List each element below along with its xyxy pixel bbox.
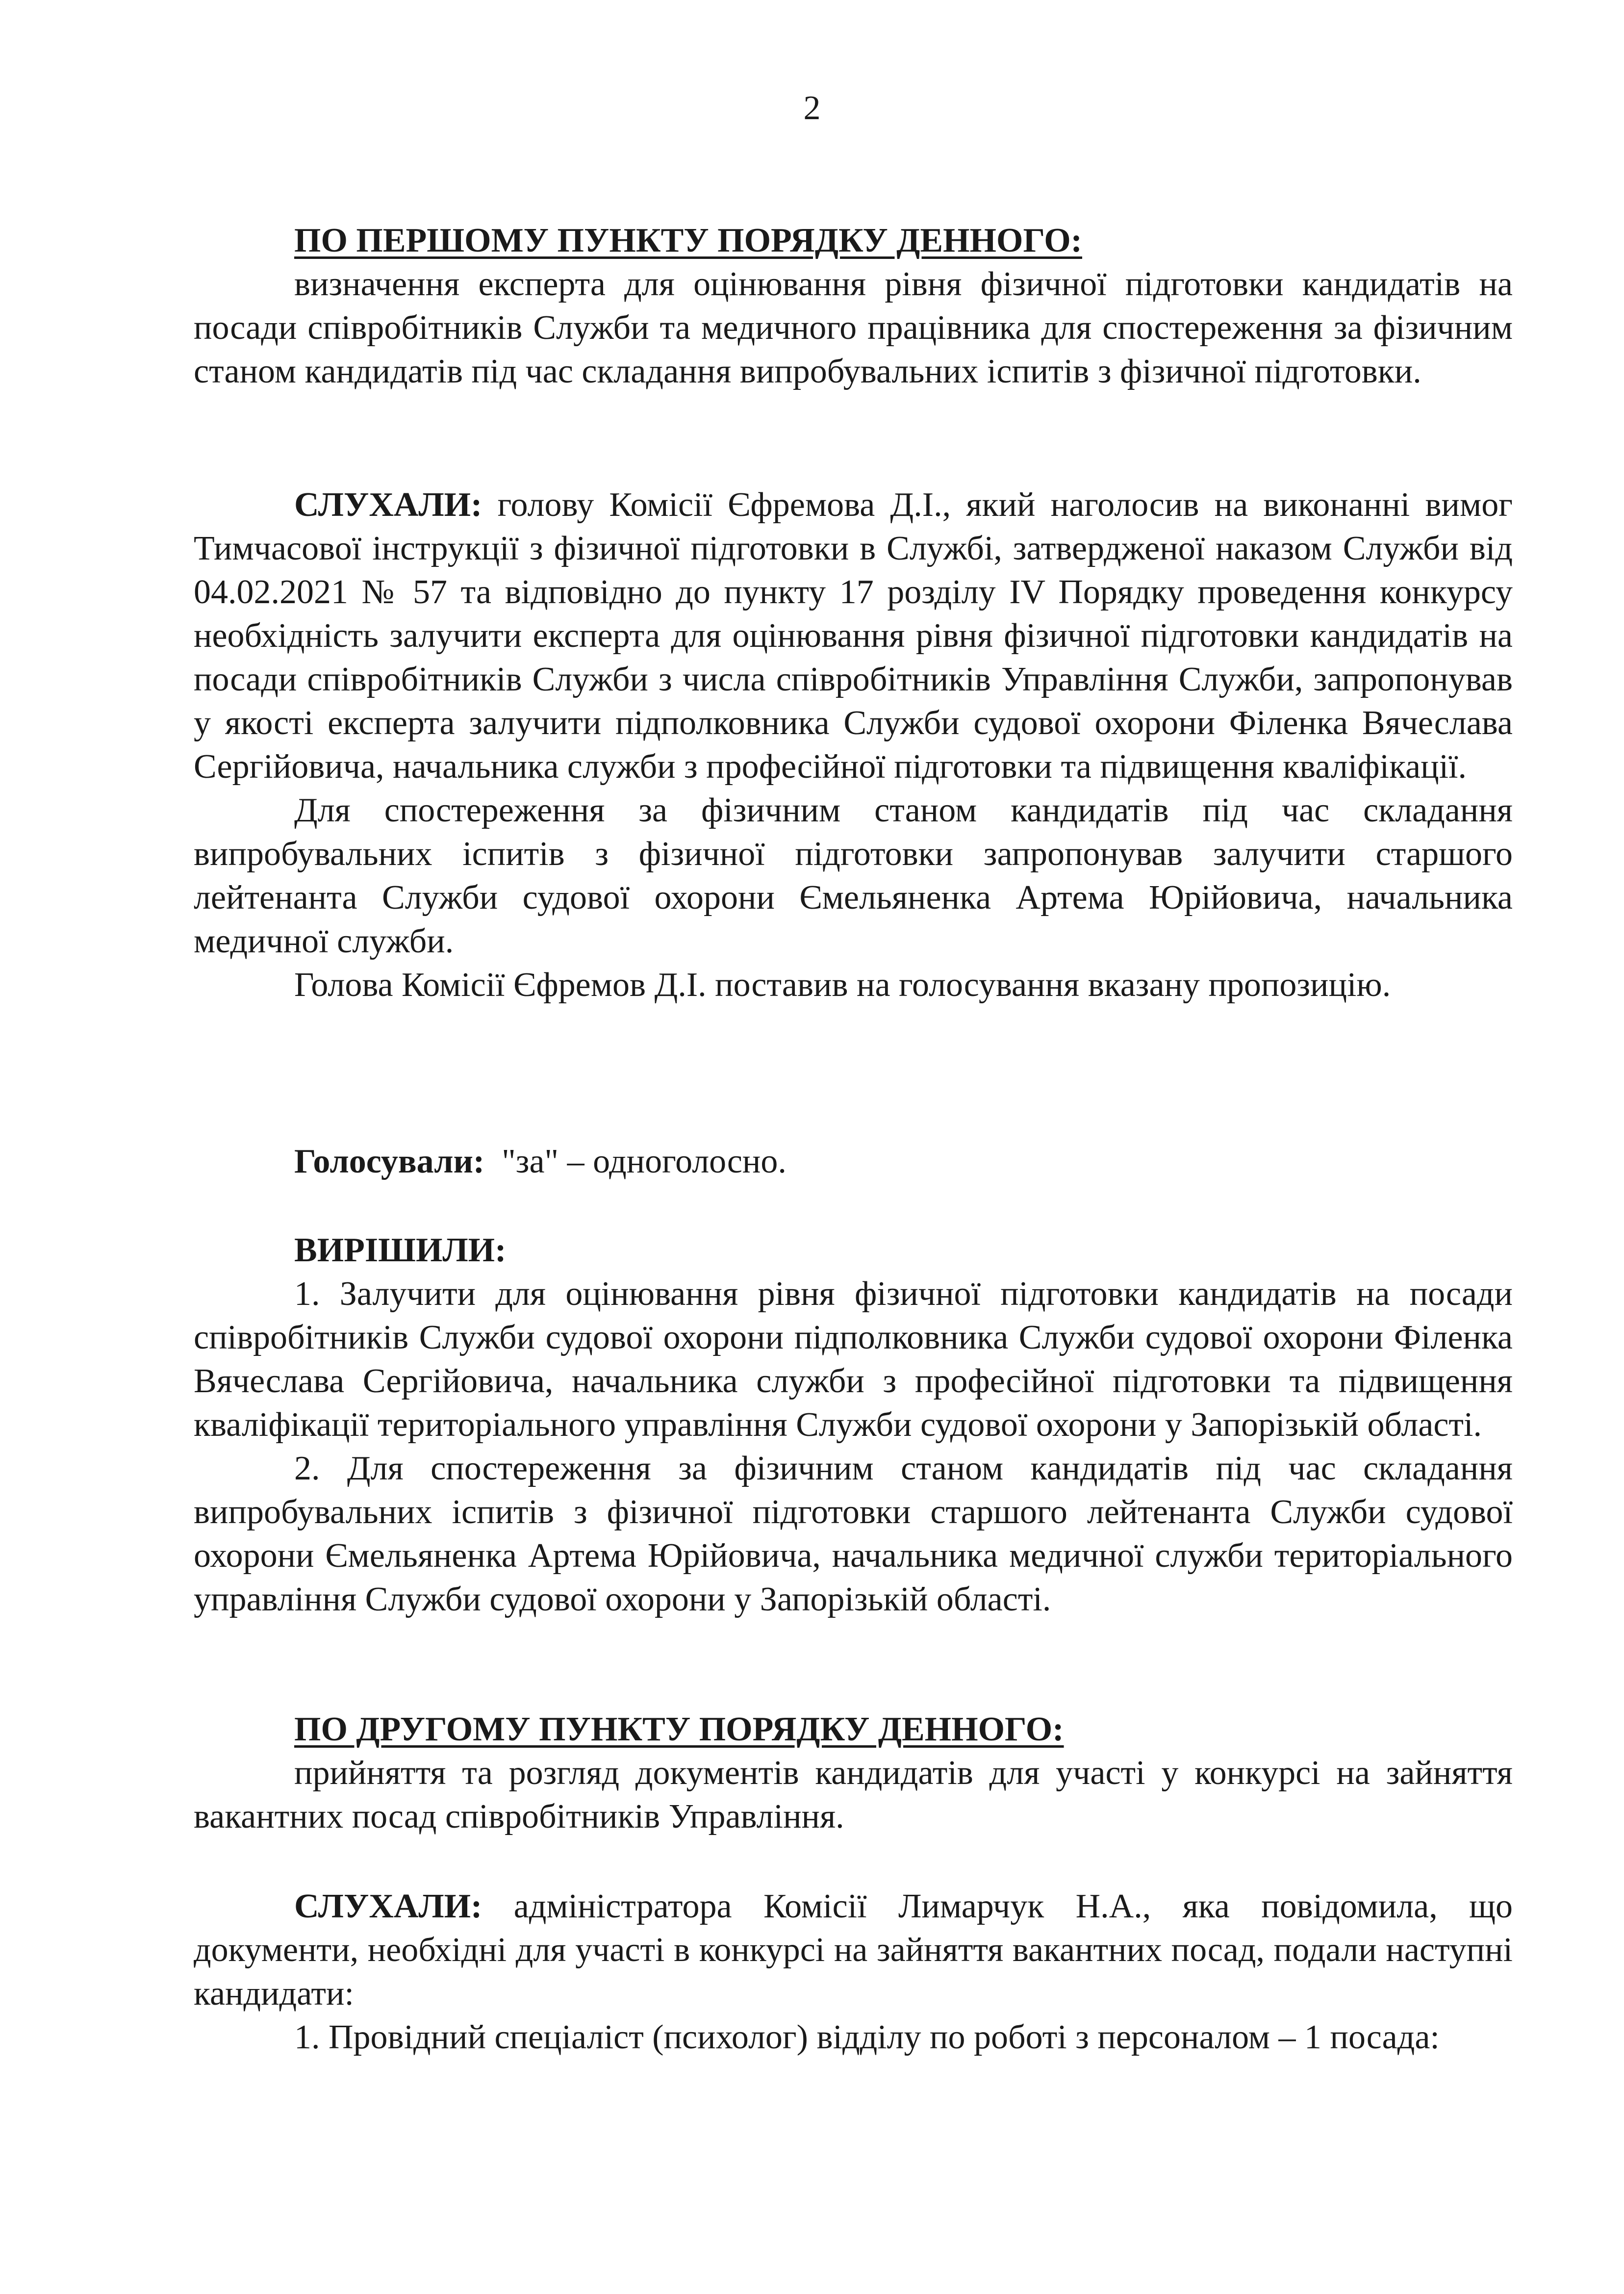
decision-item-1: 1. Залучити для оцінювання рівня фізичної підготовки кандидатів на посади співробітників Служби судової охорони підполковника Служби судової охорони Філенка Вячеслава Сергійовича, начальника служби з професійної підготовки та підвищення кваліфікації територіального управління Служби судової охорони у Запорізькій області. [194,1275,1513,1444]
heard-text-2 [194,1885,1513,2015]
section-first-agenda-item [194,219,1513,393]
voted-label: Голосували: [294,1143,485,1180]
heard-paragraph-2 [194,1885,1513,2059]
decided-label: ВИРІШИЛИ: [294,1231,507,1269]
page-number: 2 [803,89,821,127]
decided-line [194,1228,1513,1272]
voted-text: "за" – одноголосно. [484,1143,787,1180]
decision-block [194,1228,1513,1621]
vote-put-paragraph: Голова Комісії Єфремов Д.І. поставив на голосування вказану пропозицію. [294,966,1391,1004]
section-heading-2: ПО ДРУГОМУ ПУНКТУ ПОРЯДКУ ДЕННОГО: [294,1710,1064,1748]
agenda-topic: визначення експерта для оцінювання рівня фізичної підготовки кандидатів на посади співробітників Служби та медичного працівника для спостереження за фізичним станом кандидатів під час складання випробувальних іспитів з фізичної підготовки. [194,265,1513,390]
section-second-agenda-item [194,1708,1513,1838]
section-heading: ПО ПЕРШОМУ ПУНКТУ ПОРЯДКУ ДЕННОГО: [294,222,1082,259]
heard-label-2: СЛУХАЛИ: [294,1887,482,1925]
heard-label: СЛУХАЛИ: [294,486,482,524]
heard-body-2: адміністратора Комісії Лимарчук Н.А., яка повідомила, що документи, необхідні для участі в конкурсі на зайняття вакантних посад, подали наступні кандидати: [194,1887,1513,2013]
heard-body: голову Комісії Єфремова Д.І., який наголосив на виконанні вимог Тимчасової інструкції з фізичної підготовки в Службі, затвердженої наказом Служби від 04.02.2021 № 57 та відповідно до пункту 17 розділу IV Порядку проведення конкурсу необхідність залучити експерта для оцінювання рівня фізичної підготовки кандидатів на посади співробітників Служби з числа співробітників Управління Служби, запропонував у якості експерта залучити підполковника Служби судової охорони Філенка Вячеслава Сергійовича, начальника служби з професійної підготовки та підвищення кваліфікації. [194,486,1513,786]
vote-line [194,1140,1513,1183]
heard-paragraph [194,483,1513,1007]
candidate-position-item-1: 1. Провідний спеціаліст (психолог) відділу по роботі з персоналом – 1 посада: [294,2018,1440,2056]
decision-item-2: 2. Для спостереження за фізичним станом кандидатів під час складання випробувальних іспитів з фізичної підготовки старшого лейтенанта Служби судової охорони Ємельяненка Артема Юрійовича, начальника медичної служби територіального управління Служби судової охорони у Запорізькій області. [194,1450,1513,1618]
vote-result [194,1140,1513,1183]
heard-text [194,483,1513,789]
agenda-topic-2: прийняття та розгляд документів кандидатів для участі у конкурсі на зайняття вакантних посад співробітників Управління. [194,1754,1513,1835]
medical-proposal-paragraph: Для спостереження за фізичним станом кандидатів під час складання випробувальних іспитів з фізичної підготовки запропонував залучити старшого лейтенанта Служби судової охорони Ємельяненка Артема Юрійовича, начальника медичної служби. [194,791,1513,960]
